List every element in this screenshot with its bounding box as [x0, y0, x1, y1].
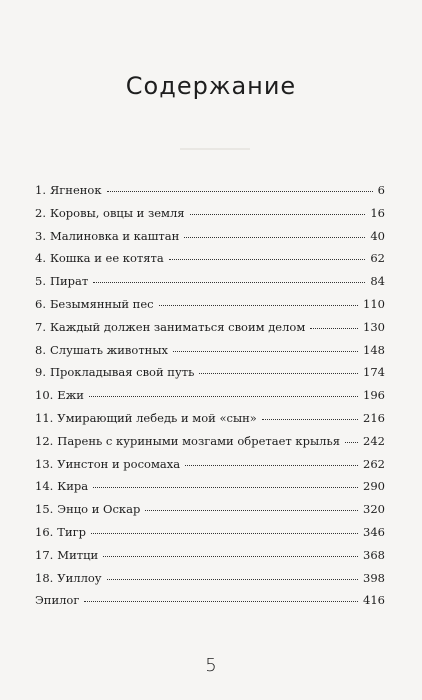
- chapter-page-number: 262: [363, 456, 385, 471]
- chapter-title: Пират: [49, 274, 89, 289]
- chapter-page-number: 398: [363, 570, 385, 585]
- chapter-number: 16.: [35, 524, 54, 539]
- toc-entry: [35, 343, 385, 366]
- dot-leader: [93, 282, 365, 283]
- chapter-number: 11.: [35, 410, 54, 425]
- dot-leader: [91, 533, 358, 534]
- chapter-title: Уиллоу: [57, 570, 102, 585]
- chapter-number: 12.: [35, 433, 54, 448]
- chapter-number: 5.: [35, 274, 46, 289]
- chapter-title: Эпилог: [35, 593, 80, 608]
- dot-leader: [103, 556, 358, 557]
- chapter-page-number: 110: [363, 296, 385, 311]
- chapter-page-number: 174: [363, 365, 385, 380]
- dot-leader: [310, 328, 358, 329]
- chapter-number: 8.: [35, 342, 46, 357]
- toc-entry: [35, 525, 385, 548]
- toc-entry: [35, 457, 385, 480]
- chapter-page-number: 40: [370, 228, 385, 243]
- page-number: 5: [205, 655, 217, 676]
- chapter-page-number: 148: [363, 342, 385, 357]
- chapter-page-number: 290: [363, 479, 385, 494]
- chapter-page-number: 346: [363, 524, 385, 539]
- toc-entry: [35, 206, 385, 229]
- dot-leader: [89, 396, 358, 397]
- dot-leader: [145, 510, 358, 511]
- dot-leader: [199, 373, 358, 374]
- bleed-through-ornament: [180, 148, 250, 160]
- chapter-page-number: 16: [370, 205, 385, 220]
- table-of-contents: [35, 183, 385, 616]
- chapter-title: Прокладывая свой путь: [49, 365, 195, 380]
- chapter-title: Ежи: [57, 388, 84, 403]
- toc-entry: [35, 274, 385, 297]
- chapter-title: Кошка и ее котята: [49, 251, 164, 266]
- chapter-number: 15.: [35, 502, 54, 517]
- toc-entry: [35, 502, 385, 525]
- dot-leader: [190, 214, 366, 215]
- chapter-page-number: 84: [370, 274, 385, 289]
- chapter-title: Умирающий лебедь и мой «сын»: [57, 410, 257, 425]
- chapter-title: Малиновка и каштан: [49, 228, 180, 243]
- dot-leader: [93, 487, 358, 488]
- toc-entry: [35, 251, 385, 274]
- dot-leader: [185, 465, 358, 466]
- chapter-title: Тигр: [57, 524, 87, 539]
- chapter-page-number: 416: [363, 593, 385, 608]
- chapter-number: 2.: [35, 205, 46, 220]
- toc-entry: [35, 320, 385, 343]
- dot-leader: [107, 579, 358, 580]
- toc-entry: [35, 479, 385, 502]
- chapter-number: 3.: [35, 228, 46, 243]
- chapter-page-number: 6: [377, 183, 385, 197]
- chapter-page-number: 368: [363, 547, 385, 562]
- dot-leader: [173, 351, 358, 352]
- toc-entry: [35, 365, 385, 388]
- dot-leader: [107, 191, 373, 192]
- chapter-number: 9.: [35, 365, 46, 380]
- dot-leader: [262, 419, 358, 420]
- chapter-number: 6.: [35, 296, 46, 311]
- chapter-number: 1.: [35, 183, 46, 197]
- chapter-title: Безымянный пес: [49, 296, 154, 311]
- chapter-number: 18.: [35, 570, 54, 585]
- toc-entry: [35, 434, 385, 457]
- toc-entry: [35, 183, 385, 206]
- chapter-number: 7.: [35, 319, 46, 334]
- toc-entry: [35, 297, 385, 320]
- chapter-page-number: 242: [363, 433, 385, 448]
- chapter-title: Уинстон и росомаха: [57, 456, 181, 471]
- toc-entry: [35, 571, 385, 594]
- chapter-page-number: 320: [363, 502, 385, 517]
- chapter-title: Митци: [57, 547, 99, 562]
- toc-entry: [35, 388, 385, 411]
- toc-entry: [35, 411, 385, 434]
- chapter-title: Коровы, овцы и земля: [49, 205, 185, 220]
- dot-leader: [184, 237, 365, 238]
- chapter-title: Парень с куриными мозгами обретает крылья: [57, 433, 340, 448]
- chapter-page-number: 130: [363, 319, 385, 334]
- chapter-number: 17.: [35, 547, 54, 562]
- chapter-number: 14.: [35, 479, 54, 494]
- toc-entry: [35, 593, 385, 616]
- chapter-title: Энцо и Оскар: [57, 502, 141, 517]
- chapter-title: Кира: [57, 479, 89, 494]
- chapter-title: Слушать животных: [49, 342, 168, 357]
- chapter-page-number: 196: [363, 388, 385, 403]
- toc-entry: [35, 548, 385, 571]
- chapter-number: 13.: [35, 456, 54, 471]
- dot-leader: [169, 259, 366, 260]
- chapter-title: Ягненок: [49, 183, 102, 197]
- dot-leader: [345, 442, 358, 443]
- page-title: Содержание: [125, 72, 297, 101]
- dot-leader: [159, 305, 358, 306]
- chapter-number: 4.: [35, 251, 46, 266]
- chapter-number: 10.: [35, 388, 54, 403]
- toc-entry: [35, 229, 385, 252]
- dot-leader: [84, 601, 358, 602]
- chapter-page-number: 62: [370, 251, 385, 266]
- chapter-page-number: 216: [363, 410, 385, 425]
- chapter-title: Каждый должен заниматься своим делом: [49, 319, 306, 334]
